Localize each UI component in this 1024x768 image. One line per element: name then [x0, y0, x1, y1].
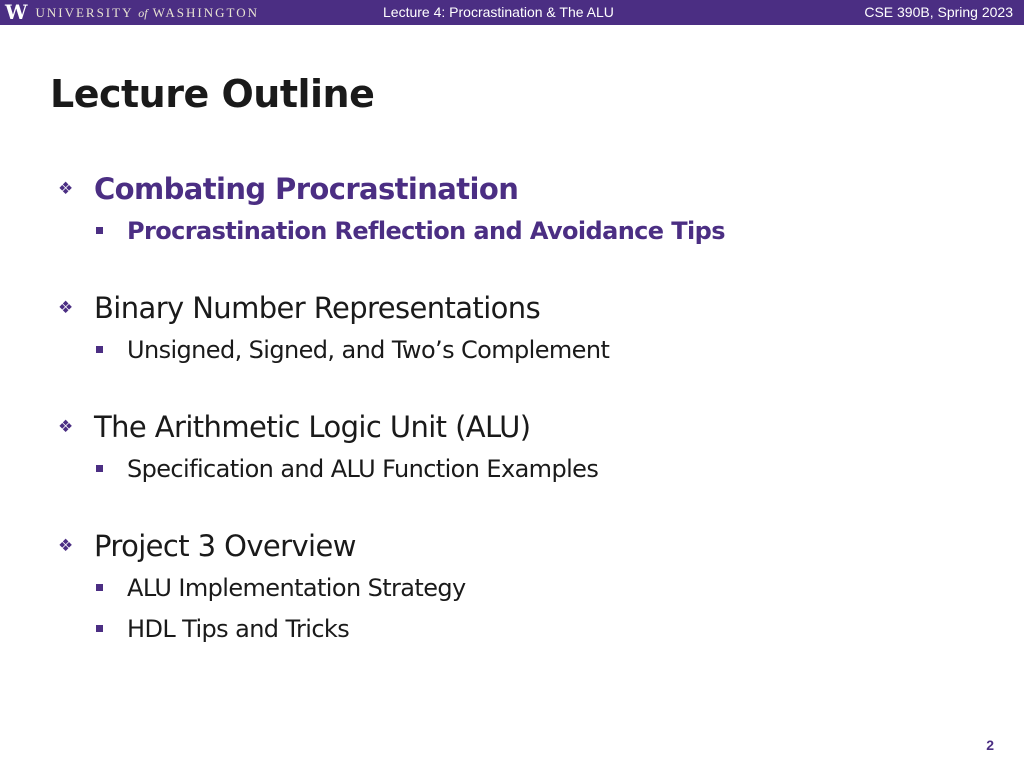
outline-section-label: Project 3 Overview: [94, 529, 356, 563]
diamond-bullet-icon: ❖: [58, 179, 74, 199]
course-label: CSE 390B, Spring 2023: [864, 4, 1013, 20]
diamond-bullet-icon: ❖: [58, 417, 74, 437]
outline-section-heading: [58, 525, 998, 567]
square-bullet-icon: [96, 227, 103, 234]
outline-subitems: [58, 567, 998, 649]
outline-subitem: [96, 329, 998, 370]
outline-subitem: [96, 210, 998, 251]
outline-subitem-label: HDL Tips and Tricks: [127, 614, 350, 643]
outline-subitem-label: Specification and ALU Function Examples: [127, 454, 599, 483]
outline-section: [58, 287, 998, 370]
outline-subitems: [58, 329, 998, 370]
lecture-title: Lecture 4: Procrastination & The ALU: [383, 4, 614, 20]
outline-subitem-label: ALU Implementation Strategy: [127, 573, 466, 602]
outline-section: [58, 406, 998, 489]
outline-section-heading: [58, 287, 998, 329]
square-bullet-icon: [96, 625, 103, 632]
page-number: 2: [986, 737, 994, 753]
outline-section: [58, 168, 998, 251]
uw-logo: [5, 2, 259, 23]
slide-title: Lecture Outline: [50, 72, 375, 116]
outline-subitems: [58, 210, 998, 251]
outline-subitem: [96, 567, 998, 608]
outline-section-heading: [58, 168, 998, 210]
outline-section-label: Binary Number Representations: [94, 291, 541, 325]
outline-section-label: Combating Procrastination: [94, 172, 519, 206]
diamond-bullet-icon: ❖: [58, 536, 74, 556]
uw-wordmark: UNIVERSITY of WASHINGTON: [35, 4, 260, 20]
outline-subitem: [96, 448, 998, 489]
outline-section: [58, 525, 998, 649]
diamond-bullet-icon: ❖: [58, 298, 74, 318]
outline-subitem-label: Unsigned, Signed, and Two’s Complement: [127, 335, 610, 364]
square-bullet-icon: [96, 346, 103, 353]
outline-section-heading: [58, 406, 998, 448]
outline-list: [58, 168, 998, 685]
square-bullet-icon: [96, 465, 103, 472]
outline-subitems: [58, 448, 998, 489]
outline-subitem: [96, 608, 998, 649]
outline-section-label: The Arithmetic Logic Unit (ALU): [94, 410, 531, 444]
outline-subitem-label: Procrastination Reflection and Avoidance Tips: [127, 216, 725, 245]
uw-w-icon: W: [5, 0, 28, 24]
header-bar: [0, 0, 1024, 25]
square-bullet-icon: [96, 584, 103, 591]
